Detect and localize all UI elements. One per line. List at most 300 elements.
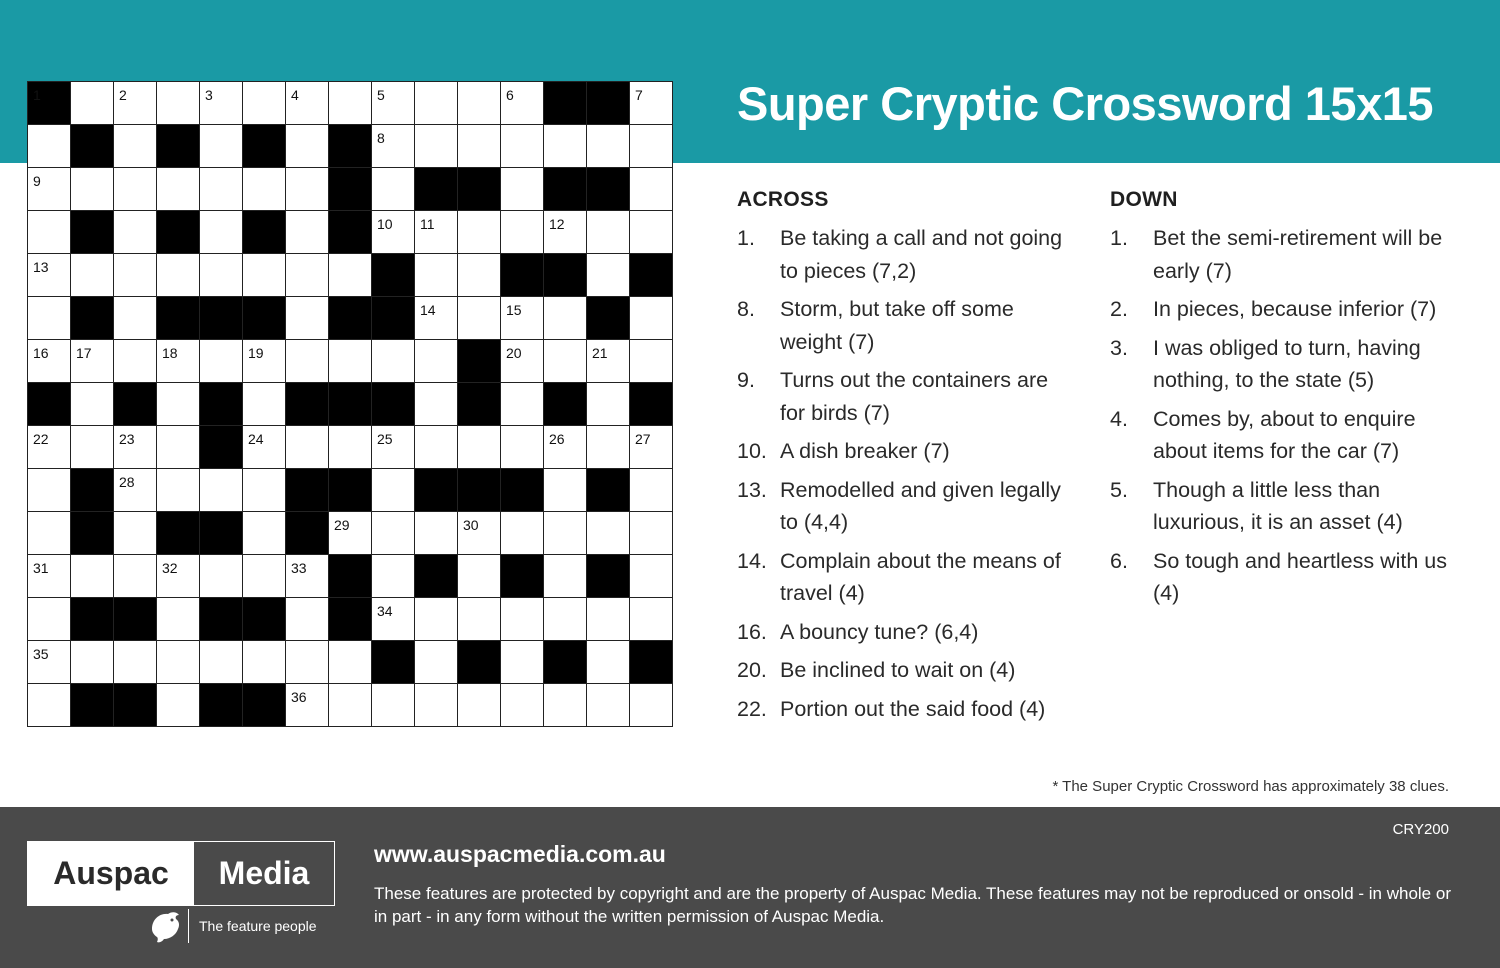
grid-cell[interactable]: [286, 426, 329, 469]
block-cell: [587, 82, 630, 125]
cell-number: 26: [549, 431, 565, 447]
grid-cell[interactable]: [329, 82, 372, 125]
grid-cell[interactable]: [329, 254, 372, 297]
grid-cell[interactable]: [587, 426, 630, 469]
grid-cell[interactable]: [630, 512, 673, 555]
grid-cell[interactable]: [28, 254, 71, 297]
clue-number: 1.: [737, 226, 755, 250]
grid-cell[interactable]: [114, 125, 157, 168]
grid-cell[interactable]: [157, 469, 200, 512]
clue-text: A dish breaker (7): [780, 439, 950, 463]
grid-cell[interactable]: [28, 297, 71, 340]
block-cell: [329, 125, 372, 168]
grid-cell[interactable]: [200, 168, 243, 211]
clue-text: A bouncy tune? (6,4): [780, 619, 979, 644]
block-cell: [71, 469, 114, 512]
logo-text-auspac: Auspac: [28, 842, 194, 905]
block-cell: [200, 512, 243, 555]
cell-number: 27: [635, 431, 651, 447]
grid-cell[interactable]: [200, 555, 243, 598]
block-cell: [243, 125, 286, 168]
grid-cell[interactable]: [630, 297, 673, 340]
grid-cell[interactable]: [286, 211, 329, 254]
cell-number: 31: [33, 560, 49, 576]
block-cell: [587, 297, 630, 340]
grid-cell[interactable]: [28, 340, 71, 383]
tagline-divider: [188, 909, 189, 943]
block-cell: [630, 383, 673, 426]
grid-cell[interactable]: [28, 426, 71, 469]
grid-cell[interactable]: [200, 469, 243, 512]
clue-number: 2.: [1110, 297, 1128, 321]
grid-cell[interactable]: [415, 340, 458, 383]
grid-cell[interactable]: [71, 641, 114, 684]
grid-cell[interactable]: [544, 426, 587, 469]
grid-cell[interactable]: [501, 598, 544, 641]
grid-cell[interactable]: [587, 512, 630, 555]
cell-number: 16: [33, 345, 49, 361]
block-cell: [329, 469, 372, 512]
block-cell: [415, 168, 458, 211]
grid-cell[interactable]: [243, 383, 286, 426]
grid-cell[interactable]: [544, 512, 587, 555]
clue-text: Be inclined to wait on (4): [780, 658, 1016, 682]
grid-cell[interactable]: [286, 168, 329, 211]
block-cell: [28, 383, 71, 426]
grid-cell[interactable]: [157, 555, 200, 598]
grid-cell[interactable]: [157, 641, 200, 684]
grid-cell[interactable]: [372, 512, 415, 555]
grid-cell[interactable]: [458, 297, 501, 340]
grid-cell[interactable]: [458, 211, 501, 254]
grid-cell[interactable]: [458, 684, 501, 727]
block-cell: [372, 641, 415, 684]
cell-number: 3: [205, 87, 213, 103]
grid-cell[interactable]: [114, 254, 157, 297]
clue-number: 22.: [737, 696, 767, 721]
grid-cell[interactable]: [286, 598, 329, 641]
grid-cell[interactable]: [458, 82, 501, 125]
clue-number: 20.: [737, 658, 767, 682]
grid-cell[interactable]: [71, 340, 114, 383]
grid-cell[interactable]: [114, 211, 157, 254]
grid-cell[interactable]: [458, 426, 501, 469]
grid-cell[interactable]: [372, 469, 415, 512]
grid-cell[interactable]: [501, 211, 544, 254]
cell-number: 18: [162, 345, 178, 361]
block-cell: [501, 555, 544, 598]
grid-cell[interactable]: [501, 125, 544, 168]
block-cell: [587, 555, 630, 598]
grid-cell[interactable]: [329, 426, 372, 469]
block-cell: [286, 469, 329, 512]
grid-cell[interactable]: [458, 125, 501, 168]
grid-cell[interactable]: [630, 426, 673, 469]
cell-number: 22: [33, 431, 49, 447]
grid-cell[interactable]: [501, 383, 544, 426]
cell-number: 17: [76, 345, 92, 361]
grid-cell[interactable]: [243, 254, 286, 297]
grid-cell[interactable]: [329, 641, 372, 684]
grid-cell[interactable]: [372, 82, 415, 125]
clue-text: In pieces, because inferior (7): [1153, 297, 1437, 321]
block-cell: [243, 684, 286, 727]
block-cell: [458, 641, 501, 684]
clue-number: 4.: [1110, 406, 1128, 431]
block-cell: [71, 125, 114, 168]
clue-text: Though a little less than luxurious, it is an asset (4): [1153, 477, 1403, 534]
cell-number: 24: [248, 431, 264, 447]
grid-cell[interactable]: [114, 82, 157, 125]
grid-cell[interactable]: [415, 297, 458, 340]
across-clue: [737, 474, 1077, 539]
grid-cell[interactable]: [329, 684, 372, 727]
grid-cell[interactable]: [415, 383, 458, 426]
cell-number: 30: [463, 517, 479, 533]
block-cell: [544, 168, 587, 211]
block-cell: [329, 598, 372, 641]
grid-cell[interactable]: [587, 383, 630, 426]
grid-cell[interactable]: [630, 469, 673, 512]
clue-number: 1.: [1110, 226, 1128, 250]
block-cell: [544, 82, 587, 125]
block-cell: [329, 555, 372, 598]
down-heading: DOWN: [1110, 188, 1178, 211]
down-clue: [1110, 545, 1450, 610]
grid-cell[interactable]: [243, 426, 286, 469]
grid-cell[interactable]: [243, 340, 286, 383]
grid-cell[interactable]: [157, 684, 200, 727]
clue-text: Complain about the means of travel (4): [780, 548, 1061, 605]
grid-cell[interactable]: [243, 641, 286, 684]
cell-number: 21: [592, 345, 608, 361]
grid-cell[interactable]: [372, 598, 415, 641]
grid-cell[interactable]: [544, 598, 587, 641]
grid-cell[interactable]: [501, 641, 544, 684]
grid-cell[interactable]: [415, 684, 458, 727]
block-cell: [71, 211, 114, 254]
grid-cell[interactable]: [415, 211, 458, 254]
block-cell: [28, 82, 71, 125]
clue-text: I was obliged to turn, having nothing, to the state (5): [1153, 335, 1421, 392]
grid-cell[interactable]: [114, 426, 157, 469]
grid-cell[interactable]: [372, 340, 415, 383]
across-clue: [737, 693, 1077, 726]
across-clue: [737, 222, 1077, 287]
website-link[interactable]: www.auspacmedia.com.au: [374, 841, 666, 867]
block-cell: [71, 512, 114, 555]
grid-cell[interactable]: [587, 125, 630, 168]
clue-count-note: * The Super Cryptic Crossword has approximately 38 clues.: [1052, 778, 1449, 795]
grid-cell[interactable]: [114, 168, 157, 211]
across-clue: [737, 616, 1077, 649]
block-cell: [329, 211, 372, 254]
block-cell: [372, 254, 415, 297]
block-cell: [243, 598, 286, 641]
clue-text: So tough and heartless with us (4): [1153, 548, 1448, 605]
grid-cell[interactable]: [501, 684, 544, 727]
block-cell: [157, 297, 200, 340]
grid-cell[interactable]: [630, 82, 673, 125]
grid-cell[interactable]: [372, 211, 415, 254]
grid-cell[interactable]: [587, 211, 630, 254]
down-clue: [1110, 293, 1450, 326]
grid-cell[interactable]: [372, 168, 415, 211]
grid-cell[interactable]: [200, 211, 243, 254]
grid-cell[interactable]: [286, 684, 329, 727]
block-cell: [71, 297, 114, 340]
auspac-logo: [27, 841, 335, 906]
grid-cell[interactable]: [286, 555, 329, 598]
grid-cell[interactable]: [286, 297, 329, 340]
grid-cell[interactable]: [28, 555, 71, 598]
block-cell: [157, 125, 200, 168]
block-cell: [200, 426, 243, 469]
clue-text: Bet the semi-retirement will be early (7): [1153, 226, 1443, 283]
block-cell: [544, 254, 587, 297]
clue-text: Portion out the said food (4): [780, 696, 1046, 721]
grid-cell[interactable]: [71, 383, 114, 426]
across-clue: [737, 293, 1077, 358]
grid-cell[interactable]: [630, 684, 673, 727]
grid-cell[interactable]: [243, 469, 286, 512]
block-cell: [544, 641, 587, 684]
across-clue: [737, 654, 1077, 687]
block-cell: [544, 383, 587, 426]
grid-cell[interactable]: [458, 555, 501, 598]
grid-cell[interactable]: [114, 469, 157, 512]
grid-cell[interactable]: [114, 512, 157, 555]
grid-cell[interactable]: [415, 254, 458, 297]
grid-cell[interactable]: [501, 82, 544, 125]
grid-cell[interactable]: [544, 555, 587, 598]
grid-cell[interactable]: [372, 426, 415, 469]
block-cell: [630, 254, 673, 297]
grid-cell[interactable]: [587, 254, 630, 297]
grid-cell[interactable]: [114, 641, 157, 684]
cell-number: 11: [420, 216, 435, 232]
cell-number: 6: [506, 87, 514, 103]
block-cell: [372, 383, 415, 426]
grid-cell[interactable]: [286, 82, 329, 125]
grid-cell[interactable]: [415, 512, 458, 555]
grid-cell[interactable]: [630, 598, 673, 641]
block-cell: [458, 383, 501, 426]
cell-number: 25: [377, 431, 393, 447]
cell-number: 23: [119, 431, 135, 447]
clue-number: 13.: [737, 477, 767, 502]
across-clue: [737, 435, 1077, 468]
tagline: The feature people: [199, 918, 317, 934]
block-cell: [114, 684, 157, 727]
grid-cell[interactable]: [544, 469, 587, 512]
grid-cell[interactable]: [501, 168, 544, 211]
grid-cell[interactable]: [157, 598, 200, 641]
grid-cell[interactable]: [415, 426, 458, 469]
grid-cell[interactable]: [28, 125, 71, 168]
grid-cell[interactable]: [28, 168, 71, 211]
down-clues: [1110, 188, 1450, 616]
grid-cell[interactable]: [544, 340, 587, 383]
grid-cell[interactable]: [28, 641, 71, 684]
grid-cell[interactable]: [329, 340, 372, 383]
grid-cell[interactable]: [587, 598, 630, 641]
across-heading: ACROSS: [737, 188, 829, 211]
cell-number: 13: [33, 259, 49, 275]
block-cell: [200, 684, 243, 727]
grid-cell[interactable]: [501, 297, 544, 340]
grid-cell[interactable]: [544, 125, 587, 168]
grid-cell[interactable]: [200, 641, 243, 684]
down-clue: [1110, 403, 1450, 468]
cell-number: 1: [33, 87, 41, 103]
grid-cell[interactable]: [157, 254, 200, 297]
grid-cell[interactable]: [200, 82, 243, 125]
block-cell: [415, 555, 458, 598]
puzzle-code: CRY200: [1392, 821, 1449, 838]
page-title: Super Cryptic Crossword 15x15: [737, 77, 1433, 130]
grid-cell[interactable]: [458, 598, 501, 641]
grid-cell[interactable]: [372, 125, 415, 168]
grid-cell[interactable]: [501, 426, 544, 469]
block-cell: [630, 641, 673, 684]
grid-cell[interactable]: [28, 598, 71, 641]
cell-number: 28: [119, 474, 135, 490]
cell-number: 10: [377, 216, 393, 232]
grid-cell[interactable]: [200, 254, 243, 297]
grid-cell[interactable]: [415, 82, 458, 125]
grid-cell[interactable]: [157, 168, 200, 211]
grid-cell[interactable]: [329, 512, 372, 555]
grid-cell[interactable]: [372, 684, 415, 727]
clue-number: 5.: [1110, 477, 1128, 502]
block-cell: [200, 598, 243, 641]
block-cell: [71, 598, 114, 641]
block-cell: [587, 168, 630, 211]
logo-text-media: Media: [218, 855, 310, 891]
across-clues: [737, 188, 1077, 731]
grid-cell[interactable]: [415, 598, 458, 641]
block-cell: [157, 211, 200, 254]
block-cell: [415, 469, 458, 512]
grid-cell[interactable]: [630, 211, 673, 254]
footer: [0, 807, 1500, 968]
across-clue: [737, 364, 1077, 429]
cell-number: 34: [377, 603, 393, 619]
grid-cell[interactable]: [28, 469, 71, 512]
clue-text: Remodelled and given legally to (4,4): [780, 477, 1061, 534]
grid-cell[interactable]: [243, 168, 286, 211]
clue-text: Storm, but take off some weight (7): [780, 297, 1014, 354]
grid-cell[interactable]: [28, 211, 71, 254]
grid-cell[interactable]: [157, 383, 200, 426]
cell-number: 8: [377, 130, 385, 146]
grid-cell[interactable]: [501, 340, 544, 383]
grid-cell[interactable]: [501, 512, 544, 555]
grid-cell[interactable]: [286, 254, 329, 297]
cell-number: 4: [291, 87, 299, 103]
cell-number: 14: [420, 302, 436, 318]
block-cell: [200, 383, 243, 426]
grid-cell[interactable]: [114, 555, 157, 598]
grid-cell[interactable]: [630, 555, 673, 598]
cell-number: 7: [635, 87, 643, 103]
grid-cell[interactable]: [544, 211, 587, 254]
grid-cell[interactable]: [286, 125, 329, 168]
clue-number: 9.: [737, 368, 755, 392]
grid-cell[interactable]: [630, 125, 673, 168]
cell-number: 9: [33, 173, 41, 189]
grid-cell[interactable]: [157, 340, 200, 383]
cell-number: 36: [291, 689, 307, 705]
grid-cell[interactable]: [372, 555, 415, 598]
clue-text: Turns out the containers are for birds (7): [780, 368, 1049, 425]
across-clue: [737, 545, 1077, 610]
down-clue: [1110, 474, 1450, 539]
grid-cell[interactable]: [415, 641, 458, 684]
block-cell: [114, 383, 157, 426]
grid-cell[interactable]: [28, 684, 71, 727]
clue-number: 6.: [1110, 548, 1128, 573]
down-clue: [1110, 332, 1450, 397]
grid-cell[interactable]: [71, 254, 114, 297]
grid-cell[interactable]: [587, 684, 630, 727]
block-cell: [501, 254, 544, 297]
block-cell: [329, 168, 372, 211]
grid-cell[interactable]: [630, 168, 673, 211]
grid-cell[interactable]: [157, 426, 200, 469]
grid-cell[interactable]: [71, 555, 114, 598]
copyright-notice: These features are protected by copyright and are the property of Auspac Media. These features may not be reproduced or onsold - in whole or in part - in any form without the written permission of Auspac Media.: [374, 884, 1451, 926]
clue-number: 14.: [737, 548, 767, 573]
grid-cell[interactable]: [114, 340, 157, 383]
grid-cell[interactable]: [458, 254, 501, 297]
grid-cell[interactable]: [200, 125, 243, 168]
grid-cell[interactable]: [243, 512, 286, 555]
grid-cell[interactable]: [71, 82, 114, 125]
clue-number: 3.: [1110, 335, 1128, 360]
grid-cell[interactable]: [71, 168, 114, 211]
grid-cell[interactable]: [544, 684, 587, 727]
grid-cell[interactable]: [200, 340, 243, 383]
grid-cell[interactable]: [587, 641, 630, 684]
grid-cell[interactable]: [286, 641, 329, 684]
grid-cell[interactable]: [630, 340, 673, 383]
grid-cell[interactable]: [243, 82, 286, 125]
crossword-grid: [27, 81, 673, 727]
grid-cell[interactable]: [458, 512, 501, 555]
grid-cell[interactable]: [28, 512, 71, 555]
grid-cell[interactable]: [114, 297, 157, 340]
cell-number: 12: [549, 216, 565, 232]
cell-number: 35: [33, 646, 49, 662]
grid-cell[interactable]: [286, 340, 329, 383]
grid-cell[interactable]: [415, 125, 458, 168]
clue-number: 10.: [737, 439, 767, 463]
grid-cell[interactable]: [243, 555, 286, 598]
cockatoo-icon: [148, 909, 184, 943]
block-cell: [200, 297, 243, 340]
down-clue: [1110, 222, 1450, 287]
grid-cell[interactable]: [544, 297, 587, 340]
block-cell: [243, 211, 286, 254]
grid-cell[interactable]: [157, 82, 200, 125]
tagline-row: [148, 907, 338, 945]
block-cell: [157, 512, 200, 555]
grid-cell[interactable]: [71, 426, 114, 469]
cell-number: 20: [506, 345, 522, 361]
grid-cell[interactable]: [587, 340, 630, 383]
